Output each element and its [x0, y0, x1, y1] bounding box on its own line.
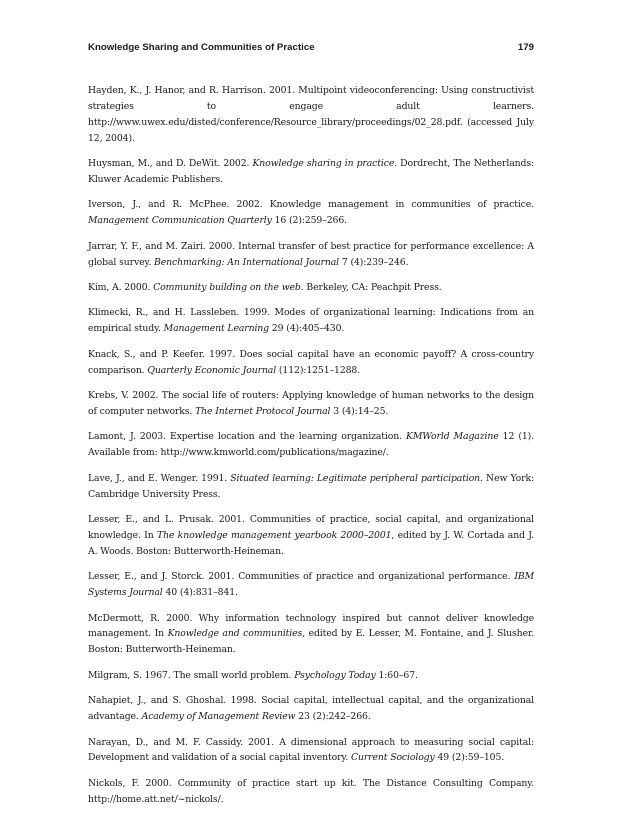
reference-entry [88, 239, 534, 271]
reference-text: Knack, S., and P. Keefer. 1997. Does social capital have an economic payoff? A cross-country comparison. [88, 348, 534, 376]
reference-text: Nickols, F. 2000. Community of practice start up kit. The Distance Consulting Company. http://home.att.net/~nickols/. [88, 777, 534, 805]
reference-entry [88, 611, 534, 659]
reference-text: Lamont, J. 2003. Expertise location and the learning organization. [88, 431, 407, 443]
reference-entry [88, 429, 534, 461]
reference-text: (112):1251–1288. [276, 364, 361, 376]
reference-text: Narayan, D., and M. F. Cassidy. 2001. A dimensional approach to measuring social capital: Development and validation of a social capital inventory. [88, 736, 534, 764]
reference-title-italic: Psychology Today [294, 669, 376, 681]
reference-entry [88, 471, 534, 503]
reference-text: , edited by E. Lesser, M. Fontaine, and J. Slusher. Boston: Butterworth-Heineman. [88, 628, 534, 656]
reference-entry [88, 512, 534, 560]
reference-text: Milgram, S. 1967. The small world problem. [88, 669, 295, 681]
page-number: 179 [517, 42, 534, 53]
reference-title-italic: Academy of Management Review [141, 711, 296, 723]
reference-title-italic: Benchmarking: An International Journal [154, 256, 339, 268]
reference-text: Krebs, V. 2002. The social life of routers: Applying knowledge of human networks to the design of computer networks. [88, 390, 534, 417]
reference-entry [88, 305, 534, 337]
reference-title-italic: The knowledge management yearbook 2000–2001 [156, 529, 392, 541]
reference-text: 49 (2):59–105. [434, 752, 505, 764]
reference-list [88, 83, 534, 808]
reference-entry [88, 197, 534, 229]
reference-entry [88, 668, 534, 684]
reference-entry [88, 83, 534, 147]
reference-text: Lesser, E., and J. Storck. 2001. Communities of practice and organizational performance. [88, 571, 515, 583]
reference-entry [88, 735, 534, 767]
reference-text: 29 (4):405–430. [269, 323, 345, 335]
reference-text: Lesser, E., and L. Prusak. 2001. Communities of practice, social capital, and organizational knowledge. In [88, 514, 534, 541]
reference-entry [88, 347, 534, 379]
reference-entry [88, 693, 534, 725]
reference-text: Hayden, K., J. Hanor, and R. Harrison. 2001. Multipoint videoconferencing: Using constructivist strategies to engage adult learners. http://www.uwex.edu/disted/conference/Resource_library/proceedings/02_28.pdf. (accessed July 12, 2004). [88, 85, 534, 144]
reference-text: Kim, A. 2000. [88, 282, 154, 294]
reference-title-italic: Knowledge sharing in practice [252, 158, 395, 170]
reference-text: . Dordrecht, The Netherlands: Kluwer Academic Publishers. [88, 158, 535, 186]
reference-text: 3 (4):14–25. [330, 406, 389, 417]
reference-title-italic: Management Communication Quarterly [88, 215, 272, 227]
reference-text: 16 (2):259–266. [271, 215, 347, 227]
running-header [88, 42, 534, 53]
reference-entry [88, 569, 534, 601]
reference-text: . Berkeley, CA: Peachpit Press. [300, 282, 442, 294]
reference-entry [88, 156, 534, 188]
reference-title-italic: Knowledge and communities [167, 628, 303, 640]
reference-title-italic: Management Learning [163, 323, 269, 335]
reference-text: Lave, J., and E. Wenger. 1991. [88, 472, 231, 484]
reference-text: 40 (4):831–841. [162, 587, 238, 599]
reference-text: . New York: Cambridge University Press. [88, 472, 534, 500]
reference-entry [88, 776, 534, 808]
reference-title-italic: Community building on the web [153, 282, 301, 294]
reference-title-italic: IBM Systems Journal [88, 571, 534, 599]
reference-text: Huysman, M., and D. DeWit. 2002. [88, 158, 253, 170]
reference-title-italic: Situated learning: Legitimate peripheral participation [230, 472, 481, 484]
running-title: Knowledge Sharing and Communities of Practice [88, 42, 315, 53]
reference-text: Klimecki, R., and H. Lassleben. 1999. Modes of organizational learning: Indications from an empirical study. [88, 307, 534, 335]
reference-title-italic: KMWorld Magazine [406, 431, 499, 443]
reference-text: 12 (1). Available from: http://www.kmworld.com/publications/magazine/. [88, 431, 534, 459]
reference-text: Iverson, J., and R. McPhee. 2002. Knowledge management in communities of practice. [88, 199, 534, 211]
reference-entry [88, 388, 534, 420]
reference-text: 23 (2):242–266. [295, 711, 371, 723]
reference-entry [88, 280, 534, 296]
reference-text: , edited by J. W. Cortada and J. A. Woods. Boston: Butterworth-Heineman. [88, 529, 535, 557]
reference-text: Jarrar, Y. F., and M. Zairi. 2000. Internal transfer of best practice for performance excellence: A global survey. [88, 240, 534, 268]
reference-title-italic: Current Sociology [351, 752, 435, 764]
reference-text: Nahapiet, J., and S. Ghoshal. 1998. Social capital, intellectual capital, and the organizational advantage. [88, 695, 534, 723]
reference-text: 7 (4):239–246. [338, 256, 409, 268]
reference-title-italic: The Internet Protocol Journal [195, 406, 331, 417]
reference-text: McDermott, R. 2000. Why information technology inspired but cannot deliver knowledge management. In [88, 612, 534, 640]
reference-text: 1:60–67. [375, 669, 418, 681]
book-page [88, 42, 534, 817]
reference-title-italic: Quarterly Economic Journal [147, 364, 277, 376]
